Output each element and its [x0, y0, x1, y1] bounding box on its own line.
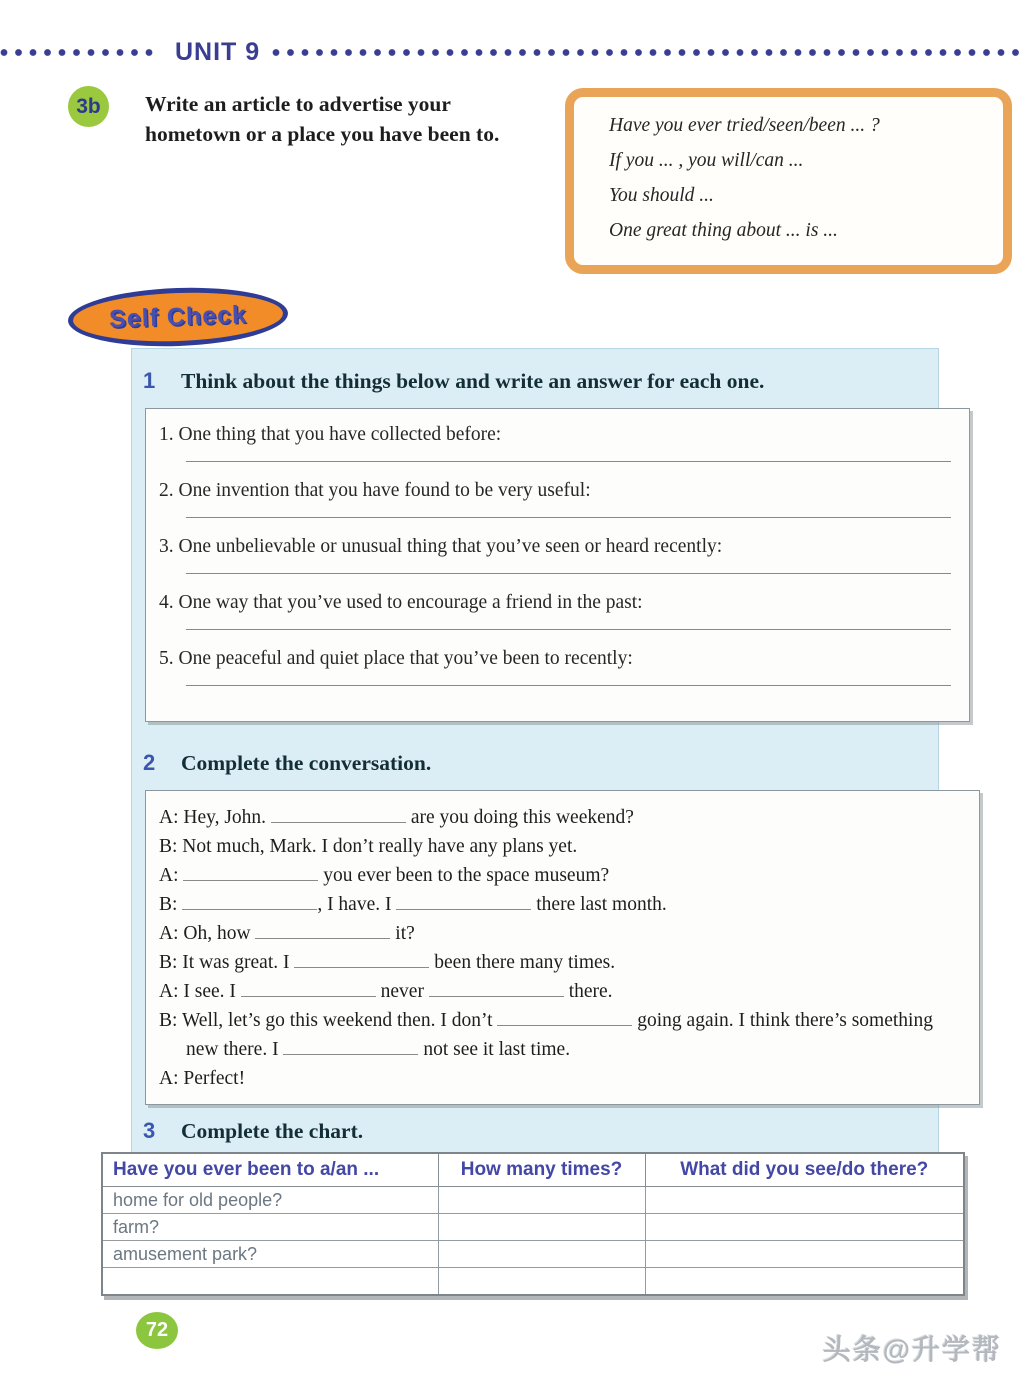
- section-2-number: 2: [143, 750, 156, 775]
- dialogue-line: B: , I have. I there last month.: [159, 894, 667, 915]
- dotted-leader-right: [272, 48, 1024, 57]
- dialogue-line: A: Oh, how it?: [159, 923, 415, 944]
- sentence-starters-box: [565, 88, 1012, 274]
- question-list-box: [145, 408, 970, 722]
- unit-title: UNIT 9: [175, 37, 261, 66]
- question-text: 3. One unbelievable or unusual thing that you’ve seen or heard recently:: [159, 536, 723, 557]
- section-3-heading: [143, 1118, 363, 1144]
- answer-line: [186, 629, 951, 630]
- chart-column-header: What did you see/do there?: [645, 1153, 964, 1187]
- answer-line: [186, 573, 951, 574]
- dialogue-line: A: Hey, John. are you doing this weekend?: [159, 807, 634, 828]
- question-text: 5. One peaceful and quiet place that you’ve been to recently:: [159, 648, 633, 669]
- table-cell: home for old people?: [102, 1187, 438, 1214]
- fill-in-blank: [182, 907, 317, 910]
- question-item: [159, 422, 969, 462]
- answer-line: [186, 685, 951, 686]
- table-cell: amusement park?: [102, 1241, 438, 1268]
- table-cell: [438, 1268, 645, 1296]
- table-cell: [645, 1241, 964, 1268]
- question-text: 1. One thing that you have collected before:: [159, 424, 502, 445]
- answer-line: [186, 517, 951, 518]
- self-check-label: Self Check: [108, 300, 248, 333]
- dotted-leader-left: [0, 48, 160, 57]
- table-cell: farm?: [102, 1214, 438, 1241]
- section-3-number: 3: [143, 1118, 156, 1143]
- fill-in-blank: [283, 1052, 418, 1055]
- self-check-badge: [67, 284, 289, 350]
- question-item: [159, 478, 969, 518]
- dialogue-line: A: you ever been to the space museum?: [159, 865, 610, 886]
- fill-in-blank: [241, 994, 376, 997]
- section-2-heading: [143, 750, 431, 776]
- activity-badge-3b: 3b: [68, 86, 109, 127]
- fill-in-blank: [271, 820, 406, 823]
- table-row: [102, 1214, 964, 1241]
- activity-3b-instruction: Write an article to advertise your hometown or a place you have been to.: [145, 92, 500, 146]
- question-text: 2. One invention that you have found to be very useful:: [159, 480, 591, 501]
- fill-in-blank: [183, 878, 318, 881]
- table-cell: [645, 1268, 964, 1296]
- question-text: 4. One way that you’ve used to encourage a friend in the past:: [159, 592, 643, 613]
- dialogue-line: A: Perfect!: [159, 1068, 246, 1089]
- section-1-title: Think about the things below and write an answer for each one.: [181, 369, 765, 393]
- fill-in-blank: [429, 994, 564, 997]
- watermark: 头条@升学帮: [822, 1334, 1002, 1365]
- table-cell: [438, 1214, 645, 1241]
- section-1-heading: [143, 368, 764, 394]
- table-cell: [438, 1187, 645, 1214]
- table-cell: [645, 1214, 964, 1241]
- chart-column-header: How many times?: [438, 1153, 645, 1187]
- question-item: [159, 590, 969, 630]
- table-cell: [438, 1241, 645, 1268]
- chart-table: [101, 1152, 965, 1296]
- answer-line: [186, 461, 951, 462]
- chart-table-header-row: [102, 1153, 964, 1187]
- fill-in-blank: [255, 936, 390, 939]
- page-number-badge: 72: [136, 1312, 178, 1349]
- dialogue-line: A: I see. I never there.: [159, 981, 613, 1002]
- hint-line: Have you ever tried/seen/been ... ?: [609, 115, 880, 136]
- fill-in-blank: [396, 907, 531, 910]
- conversation-box: [145, 790, 980, 1105]
- section-3-title: Complete the chart.: [181, 1119, 364, 1143]
- table-row: [102, 1241, 964, 1268]
- unit-header: [0, 38, 1024, 66]
- table-cell: [102, 1268, 438, 1296]
- table-row: [102, 1187, 964, 1214]
- hint-line: One great thing about ... is ...: [609, 220, 838, 241]
- hint-line: If you ... , you will/can ...: [609, 150, 804, 171]
- dialogue-line: B: Well, let’s go this weekend then. I don’t going again. I think there’s something new there. I not see it last time.: [159, 1010, 933, 1060]
- table-row: [102, 1268, 964, 1296]
- chart-column-header: Have you ever been to a/an ...: [102, 1153, 438, 1187]
- dialogue-line: B: It was great. I been there many times.: [159, 952, 616, 973]
- fill-in-blank: [497, 1023, 632, 1026]
- section-1-number: 1: [143, 368, 156, 393]
- hint-line: You should ...: [609, 185, 714, 206]
- table-cell: [645, 1187, 964, 1214]
- question-item: [159, 534, 969, 574]
- section-2-title: Complete the conversation.: [181, 751, 432, 775]
- dialogue-line: B: Not much, Mark. I don’t really have any plans yet.: [159, 836, 578, 857]
- question-item: [159, 646, 969, 686]
- fill-in-blank: [294, 965, 429, 968]
